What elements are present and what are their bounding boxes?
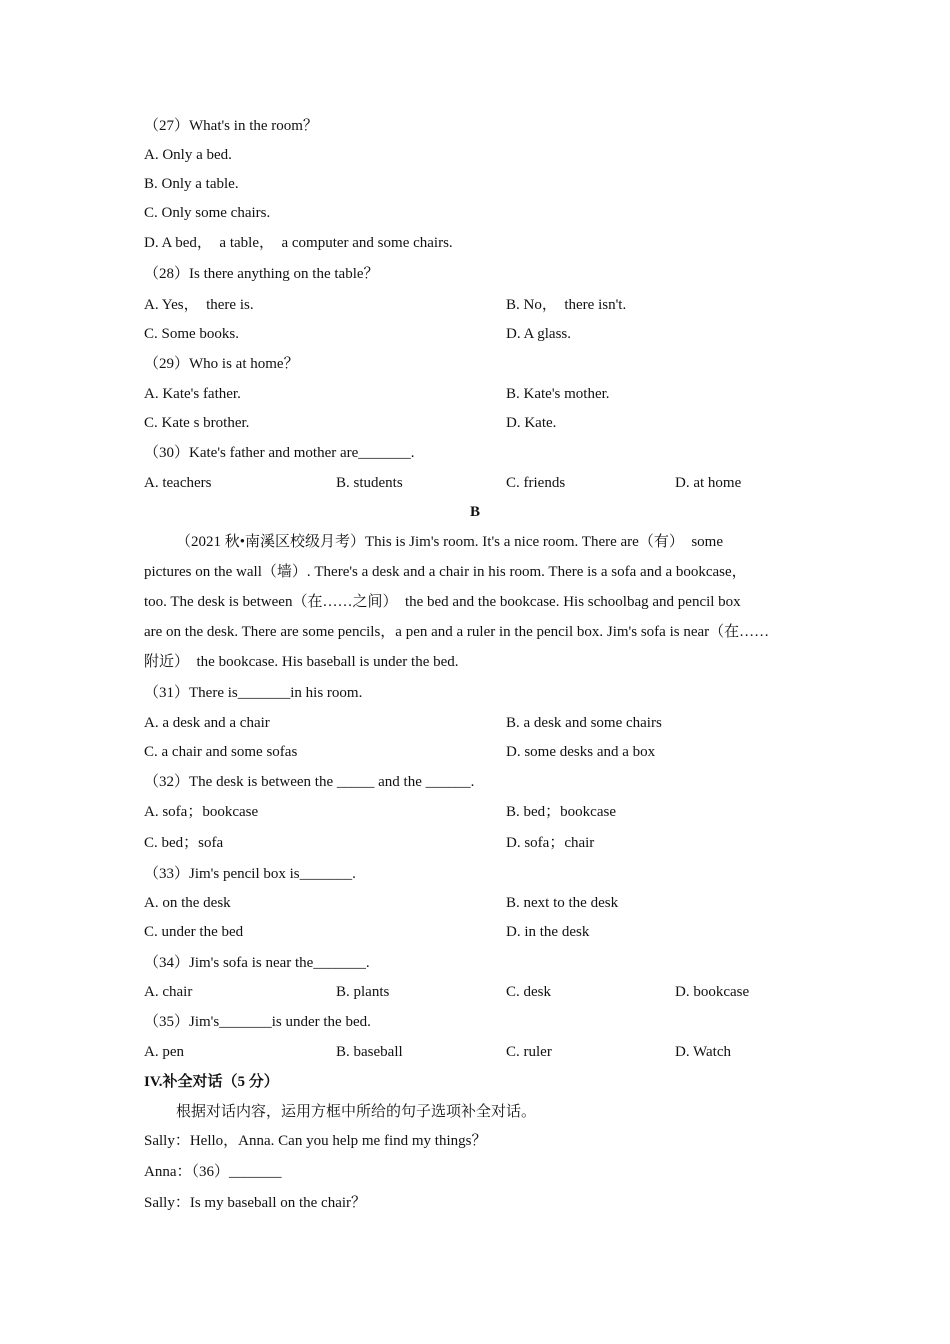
q29-option-c: C. Kate s brother.	[144, 415, 250, 431]
q31-option-b: B. a desk and some chairs	[506, 715, 662, 731]
q35-option-b: B. baseball	[336, 1044, 403, 1060]
question-34-stem: （34）Jim's sofa is near the_______.	[144, 955, 370, 971]
q31-option-c: C. a chair and some sofas	[144, 744, 298, 760]
q35-option-c: C. ruler	[506, 1044, 552, 1060]
q33-option-d: D. in the desk	[506, 924, 590, 940]
passage-line-2: pictures on the wall（墙）. There's a desk and a chair in his room. There is a sofa and a bookcase，	[144, 564, 747, 580]
passage-line-3: too. The desk is between（在……之间） the bed and the bookcase. His schoolbag and pencil box	[144, 594, 741, 610]
q34-option-a: A. chair	[144, 984, 193, 1000]
dialogue-line-3: Sally：Is my baseball on the chair？	[144, 1195, 367, 1211]
question-32-stem: （32）The desk is between the _____ and the ______.	[144, 774, 475, 790]
q30-option-d: D. at home	[675, 475, 742, 491]
q27-option-a: A. Only a bed.	[144, 147, 232, 163]
q31-option-d: D. some desks and a box	[506, 744, 656, 760]
question-30-stem: （30）Kate's father and mother are_______.	[144, 445, 415, 461]
q27-option-b: B. Only a table.	[144, 176, 239, 192]
section-iv-instruction: 根据对话内容，运用方框中所给的句子选项补全对话。	[176, 1104, 537, 1120]
q34-option-d: D. bookcase	[675, 984, 750, 1000]
q33-option-c: C. under the bed	[144, 924, 244, 940]
q34-option-c: C. desk	[506, 984, 551, 1000]
q32-option-b: B. bed；bookcase	[506, 804, 616, 820]
q29-option-b: B. Kate's mother.	[506, 386, 610, 402]
q27-option-c: C. Only some chairs.	[144, 205, 271, 221]
q32-option-d: D. sofa；chair	[506, 835, 595, 851]
passage-line-5: 附近） the bookcase. His baseball is under the bed.	[144, 654, 459, 670]
q28-option-c: C. Some books.	[144, 326, 240, 342]
section-iv-title: IV.补全对话（5 分）	[144, 1074, 279, 1090]
q34-option-b: B. plants	[336, 984, 390, 1000]
q30-option-a: A. teachers	[144, 475, 212, 491]
question-28-stem: （28）Is there anything on the table？	[144, 266, 379, 282]
q29-option-d: D. Kate.	[506, 415, 557, 431]
question-33-stem: （33）Jim's pencil box is_______.	[144, 866, 356, 882]
q33-option-b: B. next to the desk	[506, 895, 619, 911]
q28-option-b: B. No， there isn't.	[506, 297, 627, 313]
q30-option-c: C. friends	[506, 475, 566, 491]
q30-option-b: B. students	[336, 475, 403, 491]
q29-option-a: A. Kate's father.	[144, 386, 241, 402]
question-31-stem: （31）There is_______in his room.	[144, 685, 363, 701]
dialogue-line-2: Anna：（36）_______	[144, 1164, 282, 1180]
section-b-title: B	[469, 504, 480, 520]
q31-option-a: A. a desk and a chair	[144, 715, 270, 731]
question-27-stem: （27）What's in the room？	[144, 118, 318, 134]
q27-option-d: D. A bed， a table， a computer and some chairs.	[144, 235, 453, 251]
q33-option-a: A. on the desk	[144, 895, 231, 911]
question-29-stem: （29）Who is at home？	[144, 356, 299, 372]
q32-option-c: C. bed；sofa	[144, 835, 224, 851]
q35-option-d: D. Watch	[675, 1044, 732, 1060]
passage-line-1: （2021 秋•南溪区校级月考）This is Jim's room. It's a nice room. There are（有） some	[176, 534, 723, 550]
dialogue-line-1: Sally：Hello，Anna. Can you help me find my things？	[144, 1133, 487, 1149]
q28-option-d: D. A glass.	[506, 326, 572, 342]
q35-option-a: A. pen	[144, 1044, 184, 1060]
q32-option-a: A. sofa；bookcase	[144, 804, 259, 820]
passage-line-4: are on the desk. There are some pencils，a pen and a ruler in the pencil box. Jim's sofa is near（在……	[144, 624, 770, 640]
question-35-stem: （35）Jim's_______is under the bed.	[144, 1014, 371, 1030]
q28-option-a: A. Yes， there is.	[144, 297, 254, 313]
